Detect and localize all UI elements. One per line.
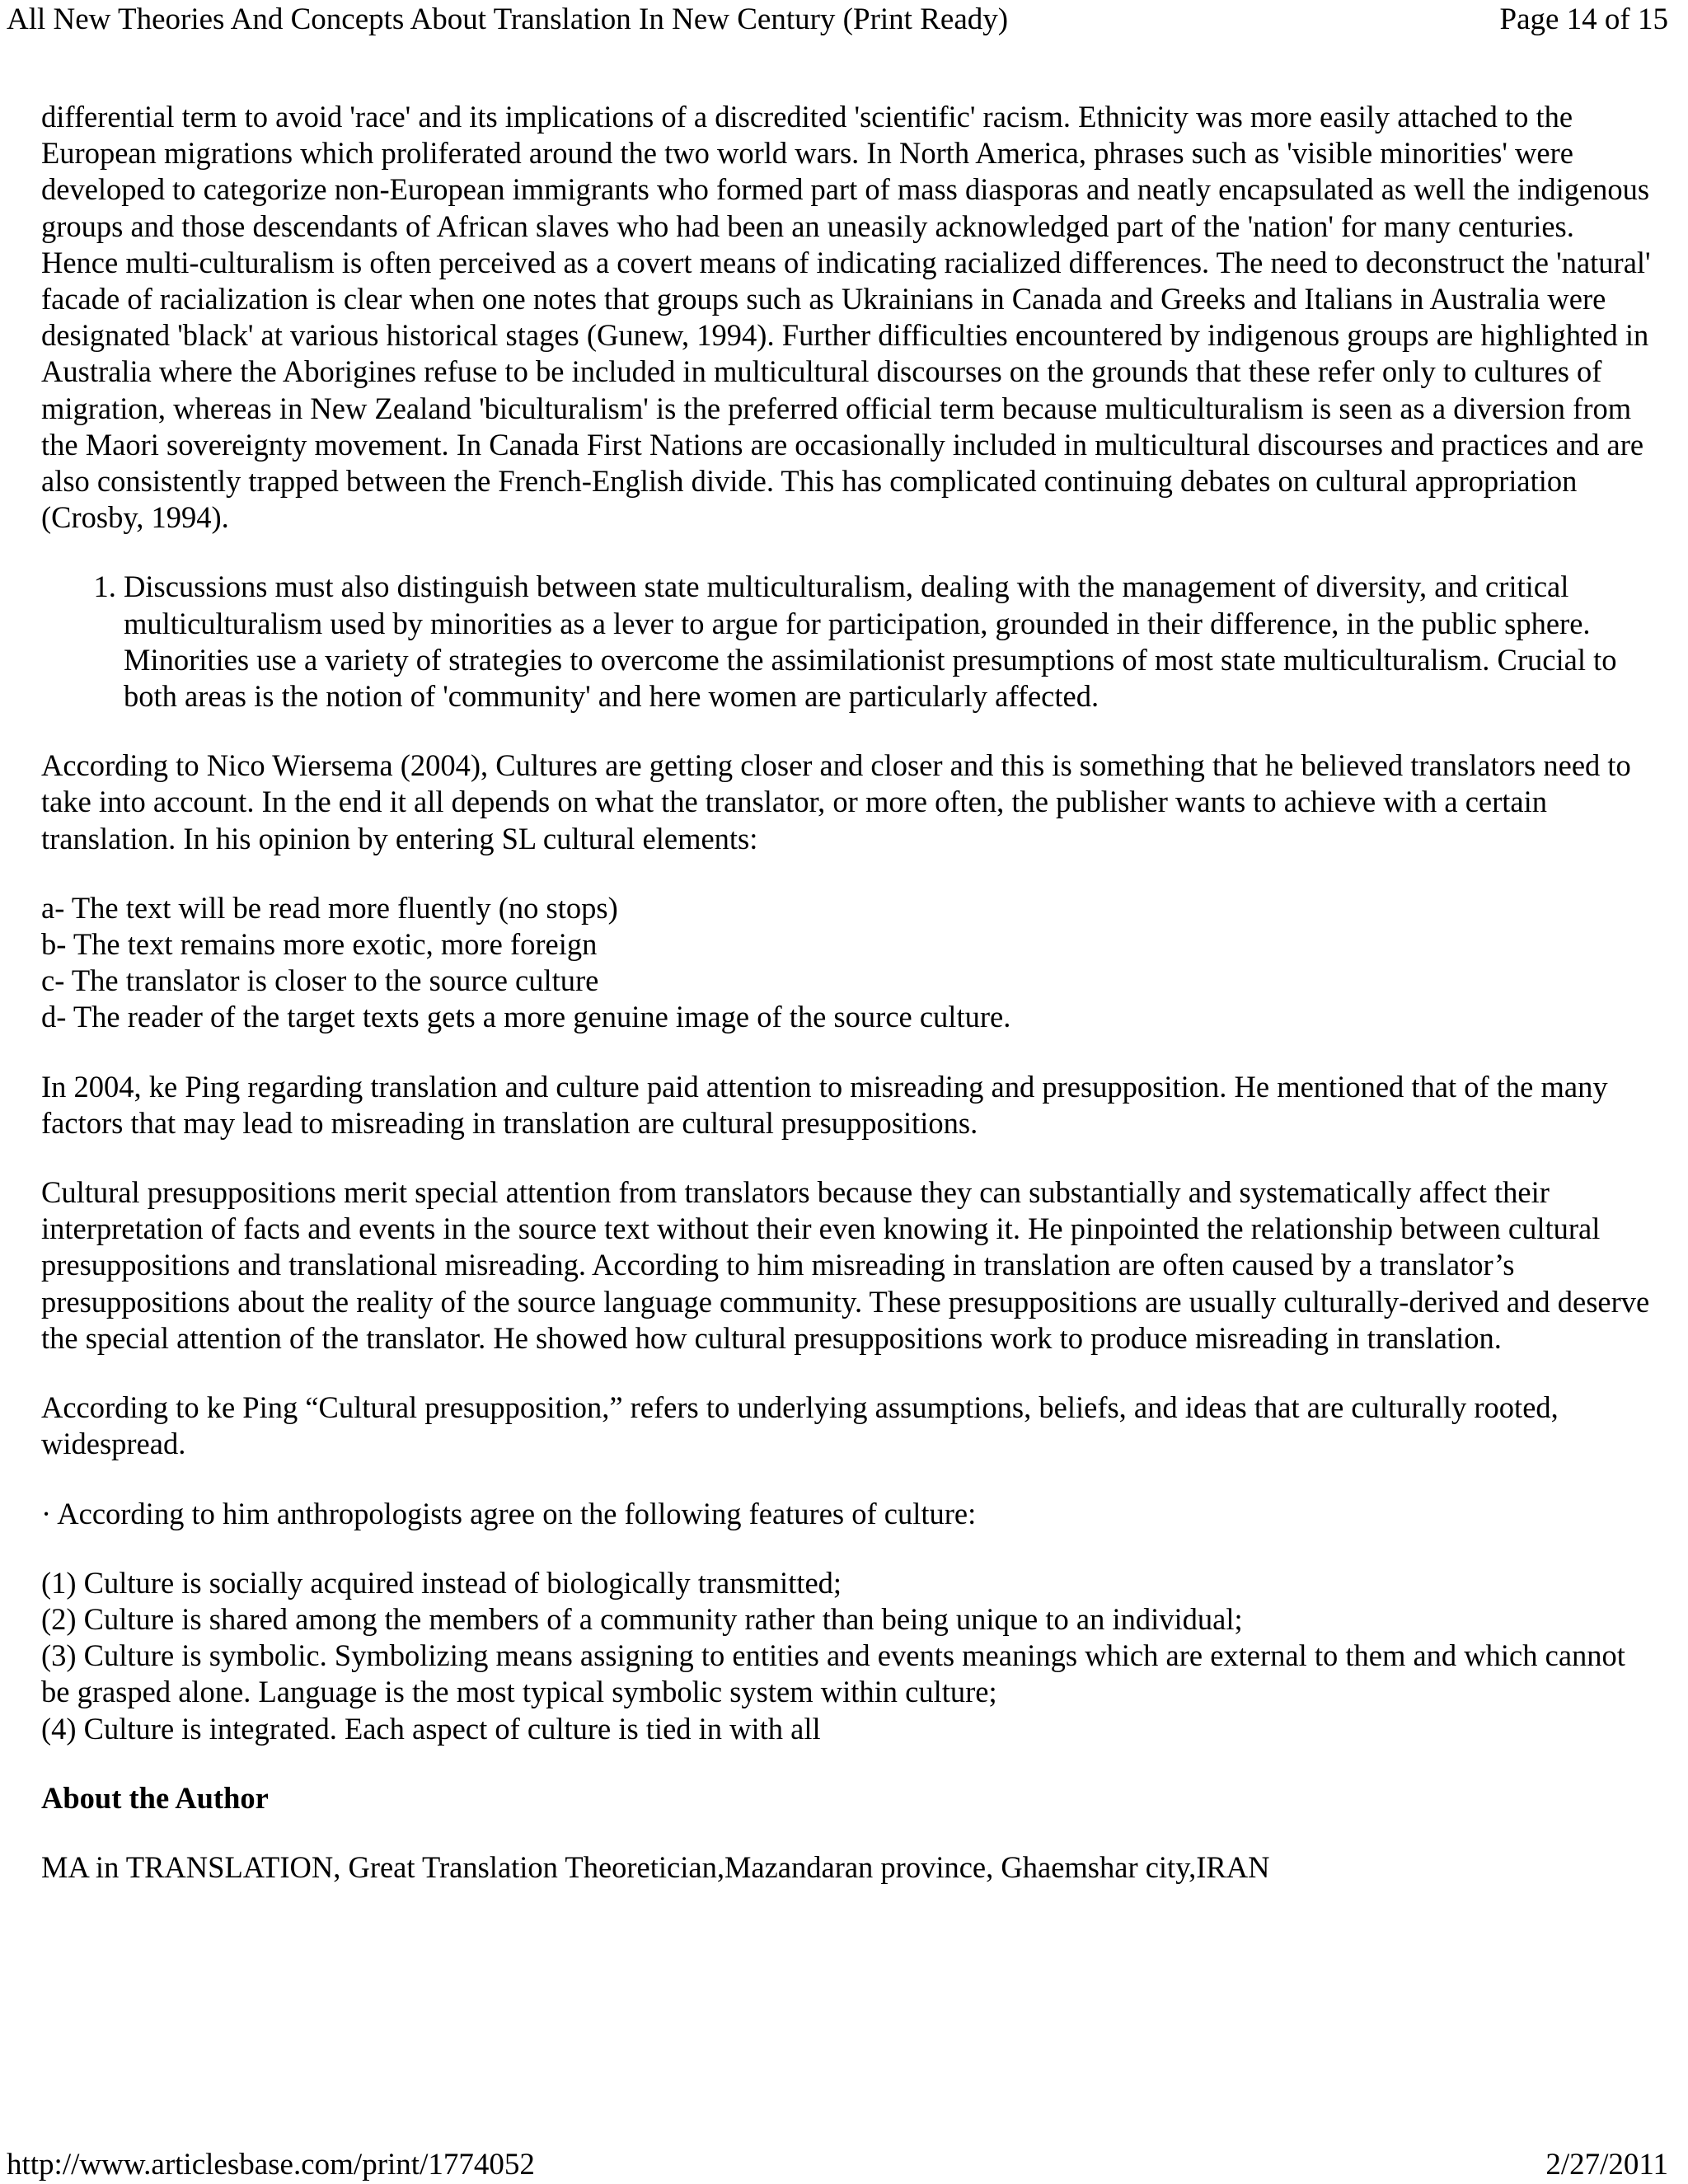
lettered-item: a- The text will be read more fluently (no stops): [41, 890, 618, 925]
lettered-item: d- The reader of the target texts gets a more genuine image of the source culture.: [41, 1000, 1011, 1034]
feature-item: (4) Culture is integrated. Each aspect of culture is tied in with all: [41, 1711, 821, 1746]
paragraph-cultural-presuppositions: Cultural presuppositions merit special attention from translators because they can substantially and systematically affect their interpretation of facts and events in the source text without their even knowing it. He pinpointed the relationship between cultural presuppositions and translational misreading. According to him misreading in translation are often caused by a translator’s presuppositions about the reality of the source language community. These presuppositions are usually culturally-derived and deserve the special attention of the translator. He showed how cultural presuppositions work to produce misreading in translation.: [41, 1175, 1650, 1355]
paragraph-anthropologists: · According to him anthropologists agree on the following features of culture:: [41, 1496, 977, 1530]
about-author-heading: About the Author: [41, 1780, 269, 1815]
list-item-discussions: 1. Discussions must also distinguish between state multiculturalism, dealing with the management of diversity, and critical multiculturalism used by minorities as a lever to argue for participation, grounded in their difference, in the public sphere. Minorities use a variety of strategies to overcome the assimilationist presumptions of most state multiculturalism. Crucial to both areas is the notion of 'community' and here women are particularly affected.: [124, 569, 1657, 715]
feature-item: (3) Culture is symbolic. Symbolizing means assigning to entities and events meanings which are external to them and which cannot be grasped alone. Language is the most typical symbolic system within culture;: [41, 1638, 1625, 1709]
paragraph-ke-ping-definition: According to ke Ping “Cultural presupposition,” refers to underlying assumptions, beliefs, and ideas that are culturally rooted, widespread.: [41, 1390, 1559, 1461]
paragraph-ke-ping-2004: In 2004, ke Ping regarding translation and culture paid attention to misreading and presupposition. He mentioned that of the many factors that may lead to misreading in translation are cultural presuppositions.: [41, 1069, 1608, 1140]
lettered-item: c- The translator is closer to the source culture: [41, 963, 599, 998]
paragraph-wiersema: According to Nico Wiersema (2004), Cultures are getting closer and closer and this is something that he believed translators need to take into account. In the end it all depends on what the translator, or more often, the publisher wants to achieve with a certain translation. In his opinion by entering SL cultural elements:: [41, 748, 1631, 855]
culture-features-list: [41, 1565, 1657, 1747]
print-header-title: All New Theories And Concepts About Translation In New Century (Print Ready): [7, 2, 1009, 36]
article-body: [41, 99, 1657, 1919]
footer-date: 2/27/2011: [1545, 2148, 1668, 2182]
footer-url: http://www.articlesbase.com/print/1774052: [7, 2148, 535, 2182]
paragraph-multiculturalism: differential term to avoid 'race' and its implications of a discredited 'scientific' racism. Ethnicity was more easily attached to the European migrations which proliferated around the two world wars. In North America, phrases such as 'visible minorities' were developed to categorize non-European immigrants who formed part of mass diasporas and neatly encapsulated as well the indigenous groups and those descendants of African slaves who had been an uneasily acknowledged part of the 'nation' for many centuries. Hence multi-culturalism is often perceived as a covert means of indicating racialized differences. The need to deconstruct the 'natural' facade of racialization is clear when one notes that groups such as Ukrainians in Canada and Greeks and Italians in Australia were designated 'black' at various historical stages (Gunew, 1994). Further difficulties encountered by indigenous groups are highlighted in Australia where the Aborigines refuse to be included in multicultural discourses on the grounds that these refer only to cultures of migration, whereas in New Zealand 'biculturalism' is the preferred official term because multiculturalism is seen as a diversion from the Maori sovereignty movement. In Canada First Nations are occasionally included in multicultural discourses and practices and are also consistently trapped between the French-English divide. This has complicated continuing debates on cultural appropriation (Crosby, 1994).: [41, 100, 1651, 535]
page-number: Page 14 of 15: [1499, 2, 1668, 36]
lettered-list: [41, 890, 1657, 1036]
feature-item: (2) Culture is shared among the members of a community rather than being unique to an individual;: [41, 1601, 1243, 1636]
feature-item: (1) Culture is socially acquired instead of biologically transmitted;: [41, 1565, 842, 1600]
about-author-text: MA in TRANSLATION, Great Translation Theoretician,Mazandaran province, Ghaemshar city,IRAN: [41, 1849, 1270, 1884]
lettered-item: b- The text remains more exotic, more foreign: [41, 927, 598, 962]
numbered-list: [41, 569, 1657, 715]
